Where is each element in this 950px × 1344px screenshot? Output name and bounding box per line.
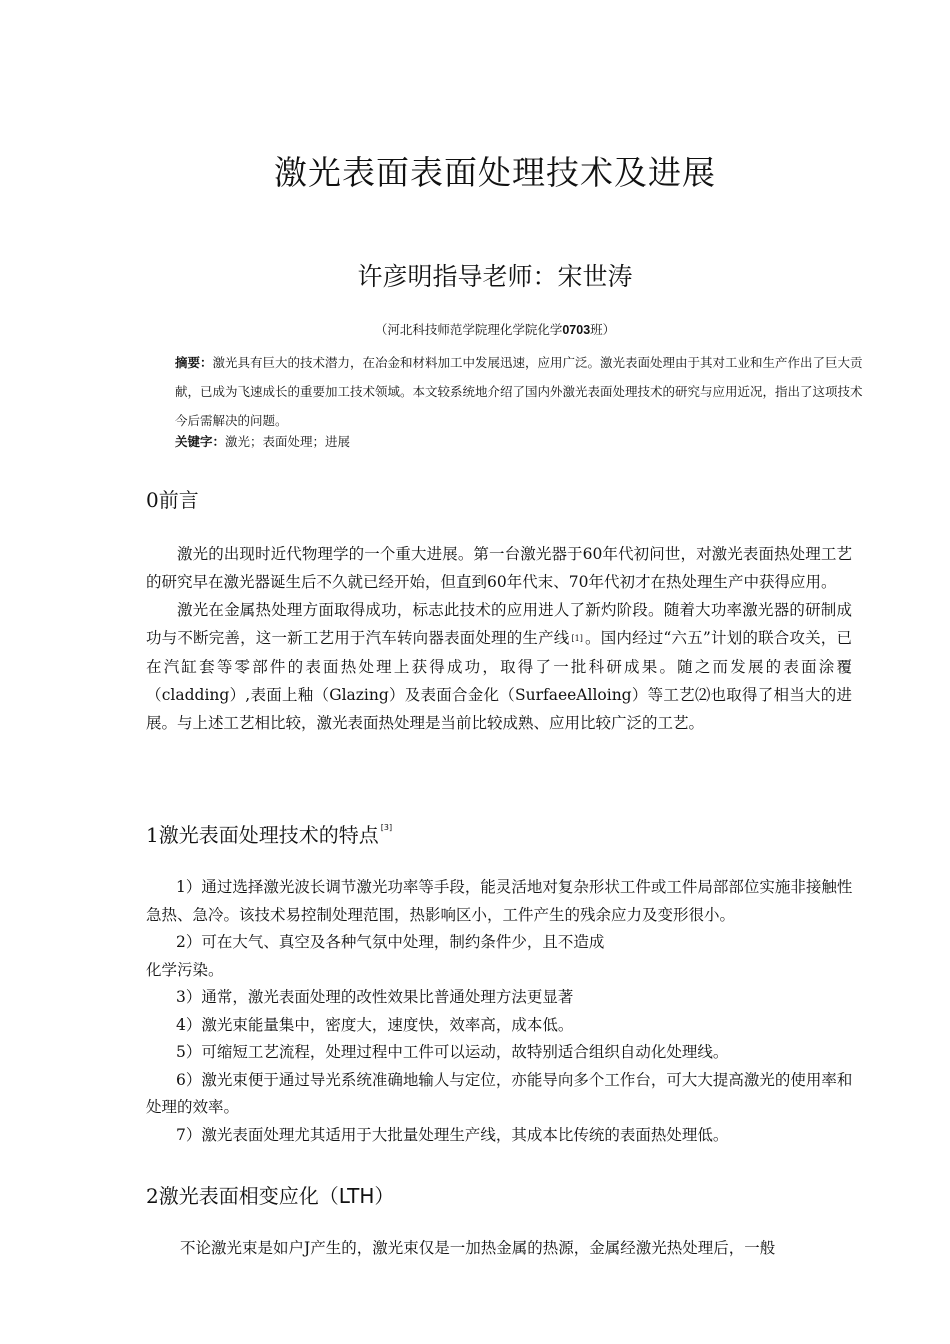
section-title: 激光表面处理技术的特点 — [158, 823, 379, 847]
abstract-text: 激光具有巨大的技术潜力，在冶金和材料加工中发展迅速，应用广泛。激光表面处理由于其对工业和生产作出了巨大贡献，已成为飞速成长的重要加工技术领域。本文较系统地介绍了国内外激光表面处理技术的研究与应用近况，指出了这项技术今后需解决的问题。 — [175, 355, 863, 428]
affiliation-class-number: 0703 — [562, 323, 591, 337]
section-title: 激光表面相变应化（LTH） — [158, 1184, 395, 1208]
paragraph: 激光的出现时近代物理学的一个重大进展。第一台激光器于60年代初问世，对激光表面热处理工艺的研究早在激光器诞生后不久就已经开始，但直到60年代末、70年代初才在热处理生产中获得应用。 — [146, 545, 852, 591]
affiliation — [0, 320, 950, 338]
list-item: 2）可在大气、真空及各种气氛中处理，制约条件少，且不造成 — [176, 933, 605, 951]
section-heading-1 — [146, 819, 392, 848]
affiliation-prefix: （河北科技师范学院理化学院化学 — [374, 322, 563, 337]
section-heading-2 — [146, 1180, 394, 1209]
list-item: 1）通过选择激光波长调节激光功率等手段，能灵活地对复杂形状工件或工件局部部位实施非接触性急热、急冷。该技术易控制处理范围，热影响区小，工件产生的残余应力及变形很小。 — [146, 878, 853, 924]
affiliation-suffix: 班） — [590, 322, 616, 337]
section-number: 2 — [146, 1184, 159, 1208]
citation-ref: [1] — [571, 634, 583, 643]
paragraph — [146, 596, 852, 737]
citation-ref: [3] — [380, 823, 393, 832]
section-0-body — [146, 540, 852, 737]
section-number: 1 — [146, 823, 159, 847]
section-title: 前言 — [158, 488, 199, 512]
paragraph-text: 。国内经过“六五”计划的联合攻关，已在汽缸套等零部件的表面热处理上获得成功，取得了一批科研成果。随之而发展的表面涂覆（cladding）,表面上釉（Glazing）及表面合金化（SurfaeeAlloing）等工艺⑵也取得了相当大的进展。与上述工艺相比较，激光表面热处理是当前比较成熟、应用比较广泛的工艺。 — [146, 629, 852, 732]
keywords — [175, 432, 350, 450]
list-item: 7）激光表面处理尤其适用于大批量处理生产线，其成本比传统的表面热处理低。 — [176, 1125, 729, 1144]
list-item: 6）激光束便于通过导光系统准确地输人与定位，亦能导向多个工作台，可大大提高激光的使用率和处理的效率。 — [146, 1070, 853, 1116]
paragraph-text: 激光在金属热处理方面取得成功，标志此技术的应用进人了新灼阶段。随着大功率激光器的研制成功与不断完善，这一新工艺用于汽车转向器表面处理的生产线 — [146, 601, 852, 647]
section-2-paragraph: 不论激光束是如户J产生的，激光束仅是一加热金属的热源，金属经激光热处理后，一般 — [180, 1239, 776, 1257]
list-item-continuation: 化学污染。 — [146, 960, 224, 979]
keywords-label: 关键字： — [175, 434, 226, 449]
list-item: 3）通常，激光表面处理的改性效果比普通处理方法更显著 — [176, 988, 574, 1006]
features-list — [146, 874, 862, 1149]
section-number: 0 — [146, 488, 159, 512]
abstract — [175, 348, 865, 435]
keywords-text: 激光；表面处理；进展 — [225, 434, 351, 449]
list-item: 4）激光束能量集中，密度大，速度快，效率高，成本低。 — [176, 1015, 574, 1034]
author-line: 许彦明指导老师：宋世涛 — [357, 262, 633, 291]
list-item: 5）可缩短工艺流程，处理过程中工件可以运动，故特别适合组织自动化处理线。 — [176, 1043, 729, 1061]
section-heading-0 — [146, 484, 199, 513]
paper-title: 激光表面表面处理技术及进展 — [274, 153, 716, 192]
abstract-label: 摘要： — [175, 355, 213, 370]
